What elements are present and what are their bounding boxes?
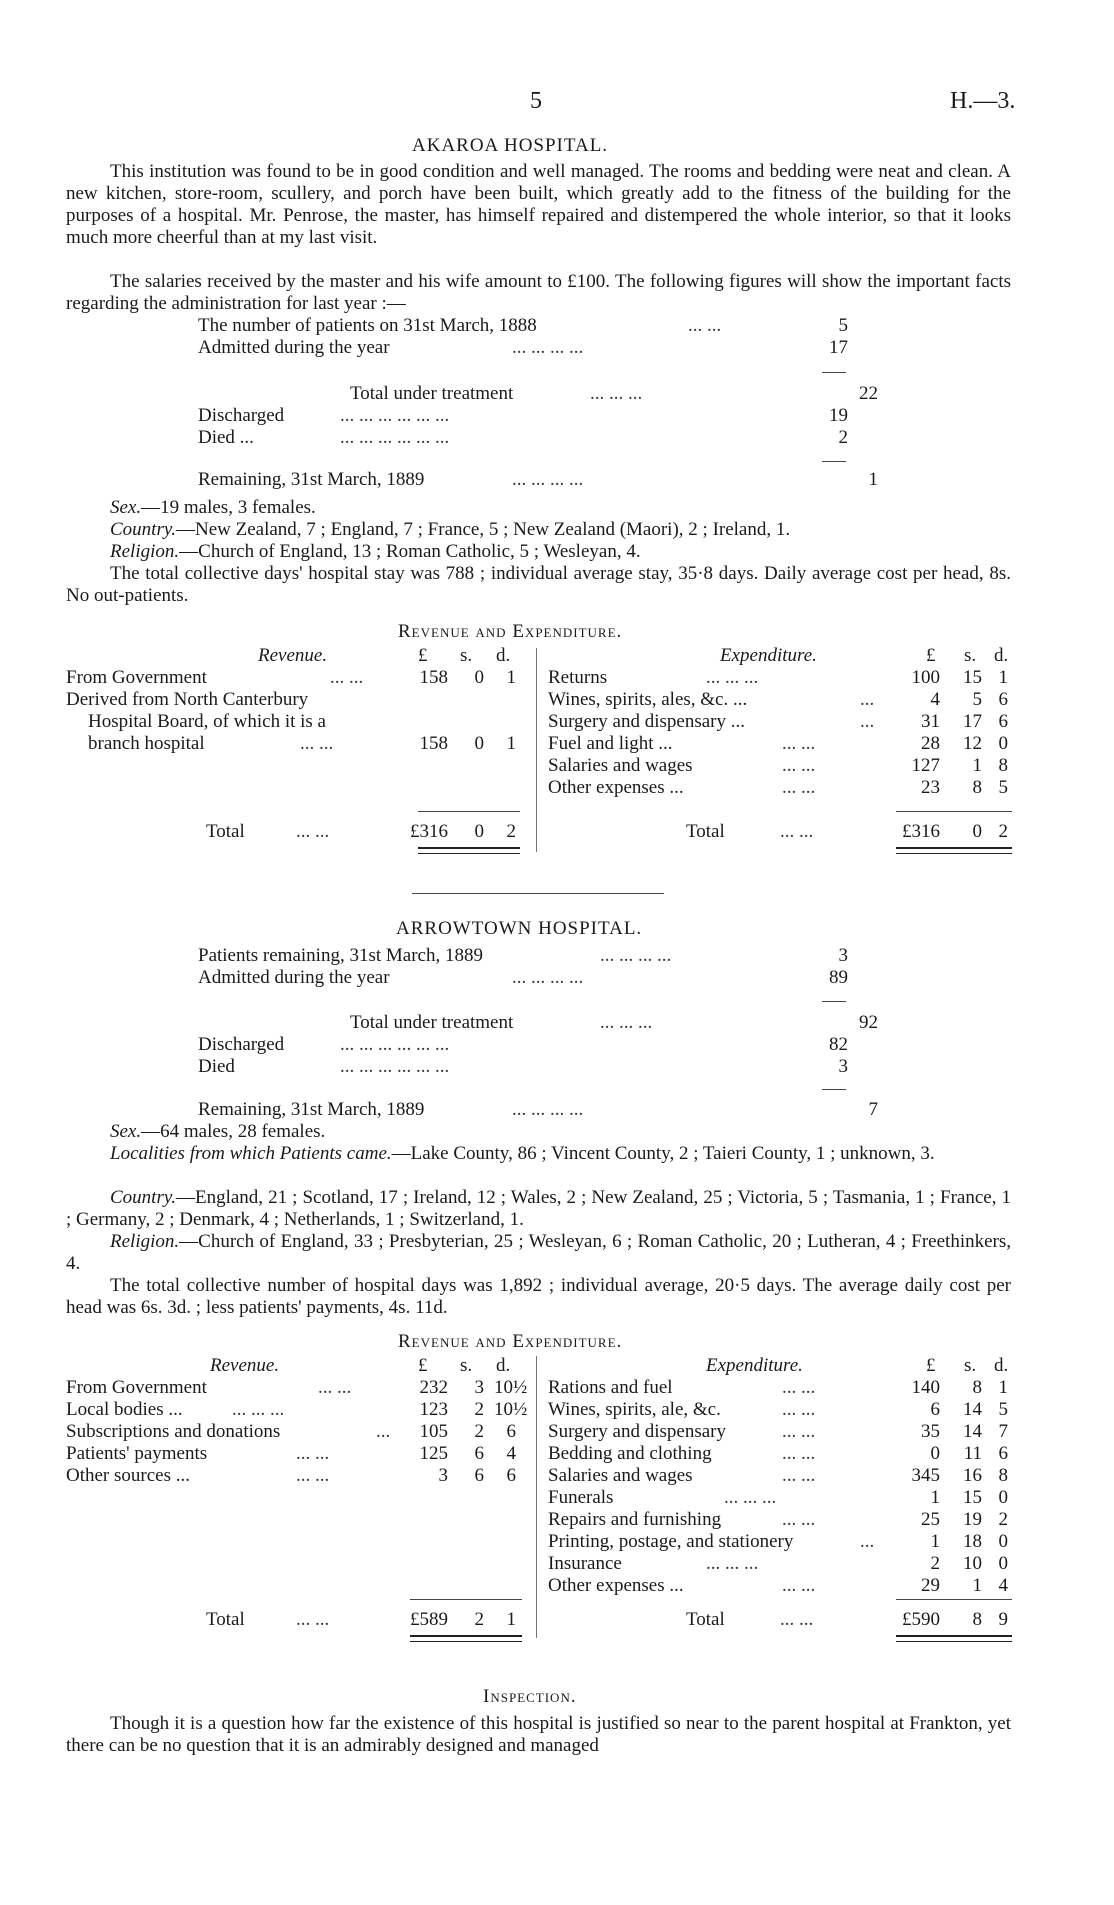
stat-value: 3 <box>838 945 848 966</box>
rule <box>418 811 520 812</box>
expenditure-dots: ... ... ... <box>706 1553 759 1574</box>
expenditure-shillings: 15 <box>963 1487 982 1508</box>
expenditure-label: Other expenses ... <box>548 777 684 798</box>
expenditure-pounds: 2 <box>930 1553 940 1574</box>
pound-header: £ <box>926 645 936 666</box>
pound-header: £ <box>418 645 428 666</box>
revenue-pounds: 125 <box>419 1443 448 1464</box>
stat-value: 17 <box>829 337 848 358</box>
inspection-title: Inspection. <box>483 1686 577 1707</box>
expenditure-pounds: 140 <box>911 1377 940 1398</box>
expenditure-label: Fuel and light ... <box>548 733 673 754</box>
sex-text: —19 males, 3 females. <box>141 497 316 518</box>
expenditure-shillings: 12 <box>963 733 982 754</box>
revenue-total-dots: ... ... <box>296 821 330 842</box>
expenditure-pence: 0 <box>998 1553 1008 1574</box>
revenue-total-label: Total <box>206 821 245 842</box>
country-text: —England, 21 ; Scotland, 17 ; Ireland, 12 ; Wales, 2 ; New Zealand, 25 ; Victoria, 5 ; Tasmania, 1 ; France, 1 ; Germany, 2 ; Denmark, 4 ; Netherlands, 1 ; Switzerland, 1. <box>66 1187 1011 1230</box>
revenue-pounds: 158 <box>419 733 448 754</box>
expenditure-pounds: 1 <box>930 1487 940 1508</box>
expenditure-label: Surgery and dispensary ... <box>548 711 746 732</box>
revenue-pounds: 232 <box>419 1377 448 1398</box>
expenditure-total-shillings: 8 <box>972 1609 982 1630</box>
revenue-pence: 6 <box>506 1421 516 1442</box>
double-rule <box>896 1635 1012 1642</box>
expenditure-dots: ... ... <box>782 1509 816 1530</box>
stat-label: Total under treatment <box>350 1012 514 1033</box>
pence-header: d. <box>994 1355 1009 1376</box>
column-divider <box>536 648 537 852</box>
stat-label: Discharged <box>198 1034 285 1055</box>
expenditure-shillings: 14 <box>963 1399 982 1420</box>
revenue-shillings: 0 <box>474 733 484 754</box>
expenditure-label: Salaries and wages <box>548 1465 693 1486</box>
expenditure-dots: ... ... <box>782 1421 816 1442</box>
expenditure-pounds: 100 <box>911 667 940 688</box>
revenue-shillings: 3 <box>474 1377 484 1398</box>
expenditure-pounds: 23 <box>921 777 940 798</box>
expenditure-heading: Expenditure. <box>706 1355 803 1376</box>
expenditure-label: Wines, spirits, ales, &c. ... <box>548 689 748 710</box>
expenditure-heading: Expenditure. <box>720 645 817 666</box>
stat-value: 89 <box>829 967 848 988</box>
stat-label: Discharged <box>198 405 285 426</box>
stat-value: 2 <box>838 427 848 448</box>
pound-header: £ <box>926 1355 936 1376</box>
revenue-dots: ... ... <box>300 733 334 754</box>
expenditure-total-pounds: £316 <box>902 821 940 842</box>
akaroa-sex-line <box>110 497 316 519</box>
expenditure-pence: 0 <box>998 1531 1008 1552</box>
double-rule <box>896 847 1012 854</box>
column-divider <box>536 1356 537 1638</box>
expenditure-shillings: 10 <box>963 1553 982 1574</box>
expenditure-label: Rations and fuel <box>548 1377 673 1398</box>
revenue-label: Derived from North Canterbury <box>66 689 309 710</box>
stat-dots: ... ... ... ... ... ... <box>340 1034 450 1055</box>
stat-dots: ... ... <box>688 315 722 336</box>
expenditure-total-dots: ... ... <box>780 821 814 842</box>
stat-label: Died ... <box>198 427 254 448</box>
revenue-label: branch hospital <box>88 733 205 754</box>
expenditure-pence: 6 <box>998 689 1008 710</box>
stat-value: 3 <box>838 1056 848 1077</box>
shilling-header: s. <box>460 1355 473 1376</box>
expenditure-pence: 5 <box>998 777 1008 798</box>
arrowtown-days-paragraph: The total collective number of hospital days was 1,892 ; individual average, 20·5 days. The average daily cost per head was 6s. 3d. ; less patients' payments, 4s. 11d. <box>66 1275 1011 1318</box>
stat-label: Admitted during the year <box>198 337 390 358</box>
expenditure-shillings: 8 <box>972 1377 982 1398</box>
religion-label: Religion. <box>110 1231 180 1252</box>
akaroa-religion-line <box>110 541 641 563</box>
expenditure-label: Funerals <box>548 1487 614 1508</box>
stat-label: Remaining, 31st March, 1889 <box>198 469 425 490</box>
stat-label: Remaining, 31st March, 1889 <box>198 1099 425 1120</box>
expenditure-pounds: 35 <box>921 1421 940 1442</box>
akaroa-country-line <box>110 519 790 541</box>
revenue-shillings: 6 <box>474 1465 484 1486</box>
expenditure-dots: ... ... <box>782 1377 816 1398</box>
revenue-pence: 1 <box>506 667 516 688</box>
shilling-header: s. <box>460 645 473 666</box>
revenue-pounds: 105 <box>419 1421 448 1442</box>
expenditure-shillings: 1 <box>972 1575 982 1596</box>
stat-value: 1 <box>868 469 878 490</box>
rule <box>822 461 846 462</box>
expenditure-shillings: 16 <box>963 1465 982 1486</box>
pence-header: d. <box>994 645 1009 666</box>
document-reference: H.—3. <box>950 88 1016 114</box>
revenue-shillings: 0 <box>474 667 484 688</box>
expenditure-shillings: 11 <box>963 1443 982 1464</box>
expenditure-dots: ... <box>860 689 875 710</box>
arrowtown-religion-paragraph <box>66 1231 1011 1275</box>
expenditure-pence: 2 <box>998 1509 1008 1530</box>
rule <box>410 1599 522 1600</box>
expenditure-pounds: 6 <box>930 1399 940 1420</box>
stat-value: 5 <box>838 315 848 336</box>
stat-label: The number of patients on 31st March, 1888 <box>198 315 537 336</box>
shilling-header: s. <box>964 645 977 666</box>
rule <box>822 1001 846 1002</box>
inspection-paragraph: Though it is a question how far the existence of this hospital is justified so near to the parent hospital at Frankton, yet there can be no question that it is an admirably designed and managed <box>66 1713 1011 1756</box>
expenditure-pence: 6 <box>998 711 1008 732</box>
revenue-dots: ... ... ... <box>232 1399 285 1420</box>
religion-label: Religion. <box>110 541 180 562</box>
revenue-total-shillings: 2 <box>474 1609 484 1630</box>
stat-dots: ... ... ... ... <box>512 967 584 988</box>
expenditure-pence: 8 <box>998 755 1008 776</box>
expenditure-dots: ... <box>860 1531 875 1552</box>
revenue-pence: 6 <box>506 1465 516 1486</box>
expenditure-label: Printing, postage, and stationery <box>548 1531 794 1552</box>
expenditure-total-label: Total <box>686 1609 725 1630</box>
shilling-header: s. <box>964 1355 977 1376</box>
revenue-dots: ... <box>376 1421 391 1442</box>
revenue-label: Other sources ... <box>66 1465 190 1486</box>
double-rule <box>418 847 520 854</box>
expenditure-dots: ... ... <box>782 1465 816 1486</box>
stat-dots: ... ... ... <box>600 1012 653 1033</box>
sex-text: —64 males, 28 females. <box>141 1121 326 1142</box>
country-text: —New Zealand, 7 ; England, 7 ; France, 5 ; New Zealand (Maori), 2 ; Ireland, 1. <box>175 519 791 540</box>
rule <box>896 1599 1012 1600</box>
expenditure-pence: 0 <box>998 733 1008 754</box>
arrowtown-rev-exp-title: Revenue and Expenditure. <box>398 1331 623 1352</box>
expenditure-total-dots: ... ... <box>780 1609 814 1630</box>
expenditure-dots: ... ... <box>782 777 816 798</box>
expenditure-pounds: 1 <box>930 1531 940 1552</box>
revenue-total-pence: 1 <box>506 1609 516 1630</box>
revenue-total-pence: 2 <box>506 821 516 842</box>
stat-dots: ... ... ... ... <box>512 469 584 490</box>
revenue-pence: 10½ <box>494 1377 528 1398</box>
expenditure-dots: ... ... <box>782 1575 816 1596</box>
expenditure-total-pounds: £590 <box>902 1609 940 1630</box>
expenditure-total-pence: 2 <box>998 821 1008 842</box>
revenue-total-pounds: £589 <box>410 1609 448 1630</box>
revenue-pounds: 3 <box>438 1465 448 1486</box>
expenditure-pence: 1 <box>998 667 1008 688</box>
expenditure-pounds: 29 <box>921 1575 940 1596</box>
stat-value: 7 <box>868 1099 878 1120</box>
expenditure-dots: ... ... <box>782 1443 816 1464</box>
pence-header: d. <box>496 1355 511 1376</box>
page-number: 5 <box>530 88 542 114</box>
sex-label: Sex. <box>110 1121 142 1142</box>
stat-dots: ... ... ... <box>590 383 643 404</box>
rule <box>822 1089 846 1090</box>
revenue-label: Subscriptions and donations <box>66 1421 281 1442</box>
revenue-pence: 1 <box>506 733 516 754</box>
expenditure-dots: ... ... <box>782 755 816 776</box>
stat-label: Admitted during the year <box>198 967 390 988</box>
expenditure-label: Insurance <box>548 1553 622 1574</box>
expenditure-dots: ... ... ... <box>724 1487 777 1508</box>
revenue-dots: ... ... <box>330 667 364 688</box>
expenditure-pounds: 127 <box>911 755 940 776</box>
revenue-label: From Government <box>66 667 207 688</box>
akaroa-salaries-paragraph: The salaries received by the master and his wife amount to £100. The following figures will show the important facts regarding the administration for last year :— <box>66 271 1011 314</box>
rule <box>896 811 1012 812</box>
revenue-shillings: 6 <box>474 1443 484 1464</box>
localities-text: —Lake County, 86 ; Vincent County, 2 ; Taieri County, 1 ; unknown, 3. <box>391 1143 935 1164</box>
expenditure-shillings: 14 <box>963 1421 982 1442</box>
pence-header: d. <box>496 645 511 666</box>
expenditure-label: Returns <box>548 667 608 688</box>
stat-label: Total under treatment <box>350 383 514 404</box>
expenditure-pounds: 31 <box>921 711 940 732</box>
religion-text: —Church of England, 33 ; Presbyterian, 25 ; Wesleyan, 6 ; Roman Catholic, 20 ; Lutheran, 4 ; Freethinkers, 4. <box>66 1231 1011 1274</box>
expenditure-pence: 0 <box>998 1487 1008 1508</box>
arrowtown-sex-line <box>110 1121 325 1143</box>
stat-value: 92 <box>859 1012 878 1033</box>
expenditure-dots: ... <box>860 711 875 732</box>
akaroa-intro-paragraph: This institution was found to be in good condition and well managed. The rooms and bedding were neat and clean. A new kitchen, store-room, scullery, and porch have been built, which greatly add to the fitness of the building for the purposes of a hospital. Mr. Penrose, the master, has himself repaired and distempered the whole interior, so that it looks much more cheerful than at my last visit. <box>66 161 1011 248</box>
stat-dots: ... ... ... ... ... ... <box>340 1056 450 1077</box>
expenditure-pounds: 25 <box>921 1509 940 1530</box>
revenue-pence: 4 <box>506 1443 516 1464</box>
expenditure-dots: ... ... <box>782 733 816 754</box>
expenditure-total-pence: 9 <box>998 1609 1008 1630</box>
expenditure-pounds: 4 <box>930 689 940 710</box>
expenditure-label: Surgery and dispensary <box>548 1421 727 1442</box>
expenditure-total-shillings: 0 <box>972 821 982 842</box>
expenditure-shillings: 1 <box>972 755 982 776</box>
akaroa-title: AKAROA HOSPITAL. <box>412 135 609 156</box>
expenditure-label: Repairs and furnishing <box>548 1509 722 1530</box>
stat-value: 19 <box>829 405 848 426</box>
expenditure-label: Other expenses ... <box>548 1575 684 1596</box>
revenue-shillings: 2 <box>474 1399 484 1420</box>
pound-header: £ <box>418 1355 428 1376</box>
stat-label: Died <box>198 1056 235 1077</box>
expenditure-dots: ... ... <box>782 1399 816 1420</box>
stat-dots: ... ... ... ... ... ... <box>340 405 450 426</box>
stat-dots: ... ... ... ... <box>512 1099 584 1120</box>
stat-dots: ... ... ... ... <box>512 337 584 358</box>
country-label: Country. <box>110 1187 176 1208</box>
expenditure-shillings: 17 <box>963 711 982 732</box>
stat-label: Patients remaining, 31st March, 1889 <box>198 945 483 966</box>
expenditure-label: Salaries and wages <box>548 755 693 776</box>
section-separator <box>412 893 664 894</box>
revenue-dots: ... ... <box>296 1443 330 1464</box>
expenditure-total-label: Total <box>686 821 725 842</box>
revenue-label: From Government <box>66 1377 207 1398</box>
expenditure-pounds: 345 <box>911 1465 940 1486</box>
arrowtown-localities-paragraph <box>66 1143 1011 1165</box>
stat-dots: ... ... ... ... ... ... <box>340 427 450 448</box>
revenue-heading: Revenue. <box>258 645 328 666</box>
revenue-total-dots: ... ... <box>296 1609 330 1630</box>
revenue-heading: Revenue. <box>210 1355 280 1376</box>
revenue-total-pounds: £316 <box>410 821 448 842</box>
akaroa-rev-exp-title: Revenue and Expenditure. <box>398 621 623 642</box>
expenditure-pence: 5 <box>998 1399 1008 1420</box>
stat-value: 22 <box>859 383 878 404</box>
revenue-dots: ... ... <box>296 1465 330 1486</box>
expenditure-label: Bedding and clothing <box>548 1443 712 1464</box>
rule <box>822 372 846 373</box>
expenditure-label: Wines, spirits, ale, &c. <box>548 1399 721 1420</box>
expenditure-pounds: 28 <box>921 733 940 754</box>
revenue-total-label: Total <box>206 1609 245 1630</box>
revenue-label: Patients' payments <box>66 1443 208 1464</box>
stat-dots: ... ... ... ... <box>600 945 672 966</box>
double-rule <box>410 1635 522 1642</box>
stat-value: 82 <box>829 1034 848 1055</box>
akaroa-stay-paragraph: The total collective days' hospital stay was 788 ; individual average stay, 35·8 days. Daily average cost per head, 8s. No out-patients. <box>66 563 1011 606</box>
revenue-pence: 10½ <box>494 1399 528 1420</box>
revenue-pounds: 123 <box>419 1399 448 1420</box>
revenue-pounds: 158 <box>419 667 448 688</box>
country-label: Country. <box>110 519 176 540</box>
localities-label: Localities from which Patients came. <box>110 1143 392 1164</box>
arrowtown-title: ARROWTOWN HOSPITAL. <box>396 918 643 939</box>
expenditure-shillings: 19 <box>963 1509 982 1530</box>
revenue-label: Hospital Board, of which it is a <box>88 711 326 732</box>
expenditure-pence: 6 <box>998 1443 1008 1464</box>
arrowtown-country-paragraph <box>66 1187 1011 1231</box>
revenue-label: Local bodies ... <box>66 1399 183 1420</box>
expenditure-pence: 4 <box>998 1575 1008 1596</box>
sex-label: Sex. <box>110 497 142 518</box>
expenditure-shillings: 5 <box>972 689 982 710</box>
expenditure-pence: 1 <box>998 1377 1008 1398</box>
expenditure-pounds: 0 <box>930 1443 940 1464</box>
expenditure-shillings: 18 <box>963 1531 982 1552</box>
religion-text: —Church of England, 13 ; Roman Catholic, 5 ; Wesleyan, 4. <box>179 541 641 562</box>
expenditure-pence: 8 <box>998 1465 1008 1486</box>
expenditure-shillings: 8 <box>972 777 982 798</box>
revenue-total-shillings: 0 <box>474 821 484 842</box>
expenditure-dots: ... ... ... <box>706 667 759 688</box>
expenditure-shillings: 15 <box>963 667 982 688</box>
revenue-dots: ... ... <box>318 1377 352 1398</box>
revenue-shillings: 2 <box>474 1421 484 1442</box>
expenditure-pence: 7 <box>998 1421 1008 1442</box>
